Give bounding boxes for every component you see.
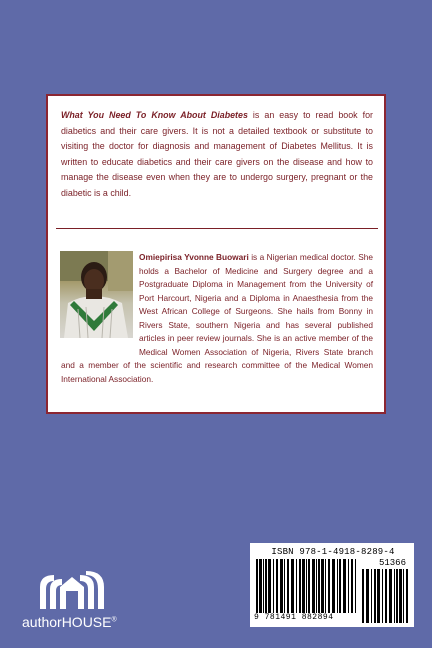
registered-mark: ® xyxy=(111,616,117,624)
house-icon xyxy=(30,565,114,615)
isbn-label: ISBN 978-1-4918-8289-4 xyxy=(271,547,395,557)
back-cover-panel xyxy=(46,94,386,414)
barcode-digits: 9 781491 882894 xyxy=(254,613,334,622)
barcode-box xyxy=(250,543,414,627)
author-name: Omiepirisa Yvonne Buowari xyxy=(139,252,249,262)
publisher-wordmark: authorHOUSE xyxy=(22,614,112,630)
price-code: 51366 xyxy=(378,558,406,568)
book-title: What You Need To Know About Diabetes xyxy=(61,110,248,120)
publisher-name xyxy=(22,614,117,630)
description-text: is an easy to read book for diabetics and their care givers. It is not a detailed textbook or substitute to visiting the doctor for diagnosis and management of Diabetes Mellitus. It is written to educate diabetics and their care givers on the disease and how to manage the disease even when they are to undergo surgery, pregnant or the diabetic is a child. xyxy=(61,110,373,198)
divider xyxy=(56,228,378,229)
author-bio-text: is a Nigerian medical doctor. She holds a Bachelor of Medicine and Surgery degree and a Postgraduate Diploma in Management from the University of Port Harcourt, Nigeria and a Diploma in Anaesthesia from the West African College of Surgeons. She hails from Bonny in Rivers State, southern Nigeria and has several published articles in peer review journals. She is an active member of the Medical Women Association of Nigeria, Rivers State branch and a member of the scientific and research committee of the Medical Women International Association. xyxy=(61,252,373,384)
author-bio xyxy=(61,251,373,386)
book-description xyxy=(61,108,373,202)
